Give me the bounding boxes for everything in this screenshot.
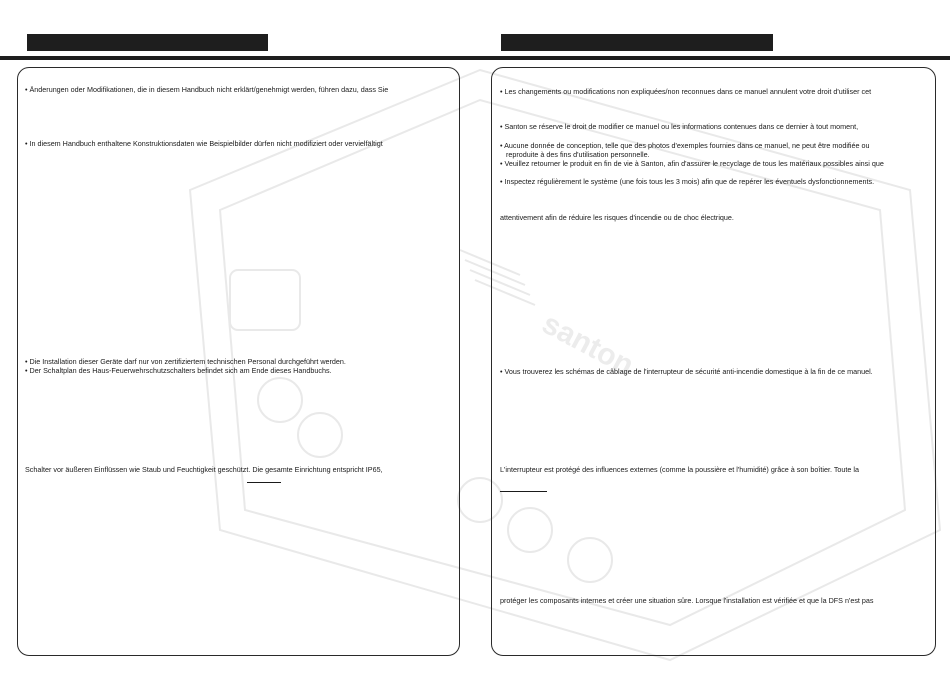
left-underline-blank: [247, 482, 281, 483]
watermark-logo: santon: [536, 307, 640, 383]
top-divider-rule: [0, 56, 950, 60]
right-line-enclosure: L'interrupteur est protégé des influences externes (comme la poussière et l'humidité) grâce à son boîtier. Toute la: [500, 465, 859, 474]
left-line-modifications: • Änderungen oder Modifikationen, die in diesem Handbuch nicht erklärt/genehmigt werden, führen dazu, dass Sie: [25, 85, 389, 94]
left-section-header-bar: [27, 34, 268, 51]
left-line-installation: • Die Installation dieser Geräte darf nur von zertifiziertem technischen Personal durchgeführt werden.: [25, 357, 346, 366]
right-line-inspection: • Inspectez régulièrement le système (une fois tous les 3 mois) afin que de repérer les éventuels dysfonctionnements.: [500, 177, 875, 186]
right-line-santon-rights: • Santon se réserve le droit de modifier ce manuel ou les informations contenues dans ce dernier à tout moment,: [500, 122, 859, 131]
right-line-reproduction: reproduite à des fins d'utilisation personnelle.: [506, 150, 650, 159]
right-line-design-data: • Aucune donnée de conception, telle que des photos d'exemples fournies dans ce manuel, ne peut être modifiée ou: [500, 141, 870, 150]
right-section-header-bar: [501, 34, 773, 51]
left-line-construction-data: • In diesem Handbuch enthaltene Konstruktionsdaten wie Beispielbilder dürfen nicht modifiziert oder vervielfältigt: [25, 139, 383, 148]
left-line-enclosure: Schalter vor äußeren Einflüssen wie Staub und Feuchtigkeit geschützt. Die gesamte Einrichtung entspricht IP65,: [25, 465, 383, 474]
right-underline-blank: [500, 491, 547, 492]
right-line-fire-risk: attentivement afin de réduire les risques d'incendie ou de choc électrique.: [500, 213, 734, 222]
left-line-wiring-diagram: • Der Schaltplan des Haus-Feuerwehrschutzschalters befindet sich am Ende dieses Handbuchs.: [25, 366, 332, 375]
right-line-recycling: • Veuillez retourner le produit en fin de vie à Santon, afin d'assurer le recyclage de tous les matériaux possibles ainsi que: [500, 159, 884, 168]
right-line-modifications: • Les changements ou modifications non expliquées/non reconnues dans ce manuel annulent votre droit d'utiliser cet: [500, 87, 872, 96]
right-line-protect-components: protéger les composants internes et créer une situation sûre. Lorsque l'installation est vérifiée et que la DFS n'est pas: [500, 596, 874, 605]
right-line-wiring-diagrams: • Vous trouverez les schémas de câblage de l'interrupteur de sécurité anti-incendie domestique à la fin de ce manuel.: [500, 367, 873, 376]
